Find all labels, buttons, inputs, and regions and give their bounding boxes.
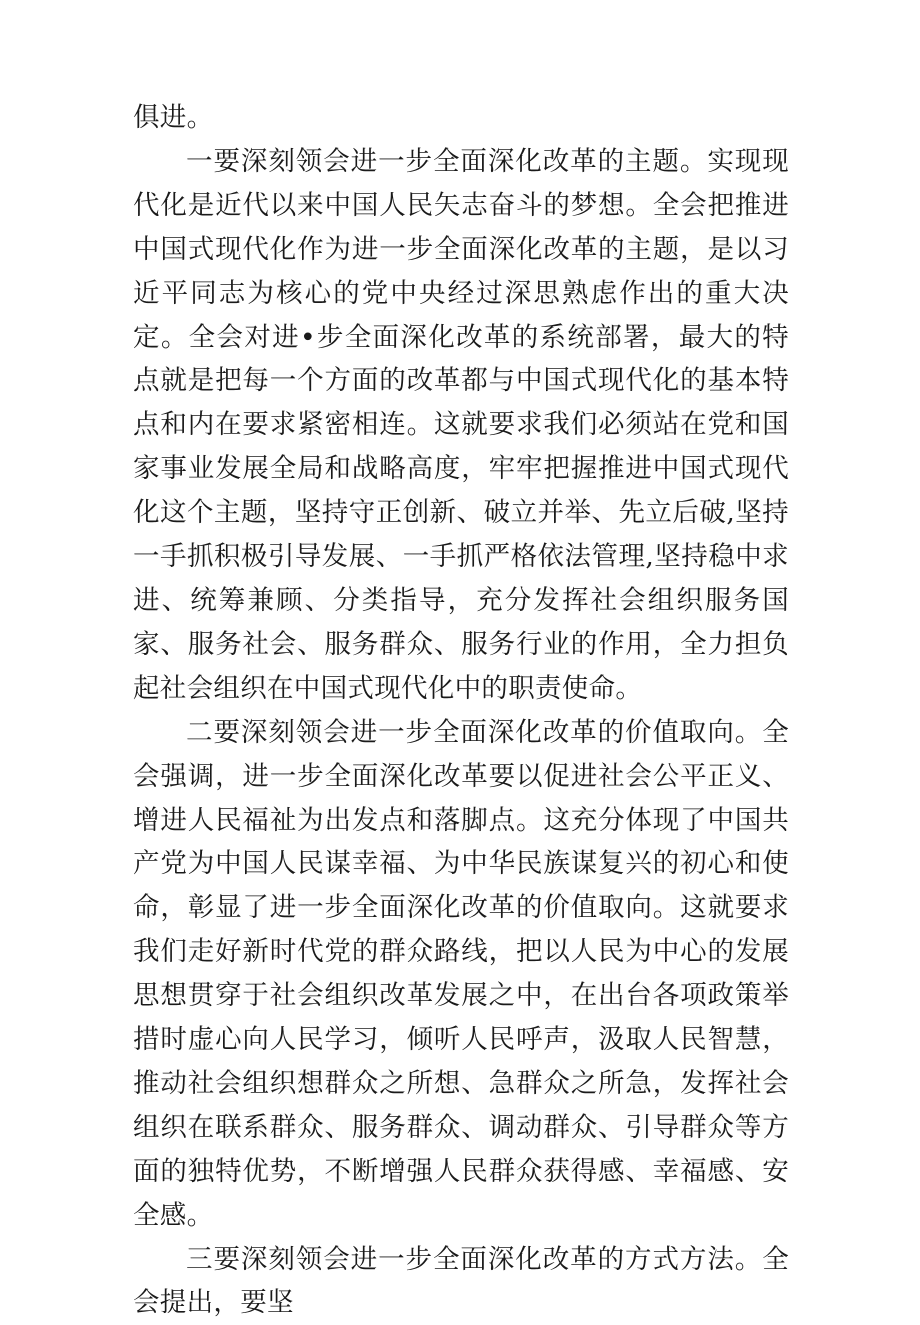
paragraph-continuation: 俱进。 [133,102,214,133]
paragraph-methods: 三要深刻领会进一步全面深化改革的方式方法。全会提出，要坚 [133,1243,789,1319]
paragraph-theme: 一要深刻领会进一步全面深化改革的主题。实现现代化是近代以来中国人民矢志奋斗的梦想。全会把推进中国式现代化作为进一步全面深化改革的主题，是以习近平同志为核心的党中央经过深思熟虑作出的重大决定。全会对进•步全面深化改革的系统部署，最大的特点就是把每一个方面的改革都与中国式现代化的基本特点和内在要求紧密相连。这就要求我们必须站在党和国家事业发展全局和战略高度，牢牢把握推进中国式现代化这个主题，坚持守正创新、破立并举、先立后破,坚持一手抓积极引导发展、一手抓严格依法管理,坚持稳中求进、统筹兼顾、分类指导，充分发挥社会组织服务国家、服务社会、服务群众、服务行业的作用，全力担负起社会组织在中国式现代化中的职责使命。 [133,145,789,704]
document-body [133,96,789,1325]
paragraph-value-orientation: 二要深刻领会进一步全面深化改革的价值取向。全会强调，进一步全面深化改革要以促进社会公平正义、增进人民福祉为出发点和落脚点。这充分体现了中国共产党为中国人民谋幸福、为中华民族谋复兴的初心和使命，彰显了进一步全面深化改革的价值取向。这就要求我们走好新时代党的群众路线，把以人民为中心的发展思想贯穿于社会组织改革发展之中，在出台各项政策举措时虚心向人民学习，倾听人民呼声，汲取人民智慧，推动社会组织想群众之所想、急群众之所急，发挥社会组织在联系群众、服务群众、调动群众、引导群众等方面的独特优势，不断增强人民群众获得感、幸福感、安全感。 [133,716,789,1231]
